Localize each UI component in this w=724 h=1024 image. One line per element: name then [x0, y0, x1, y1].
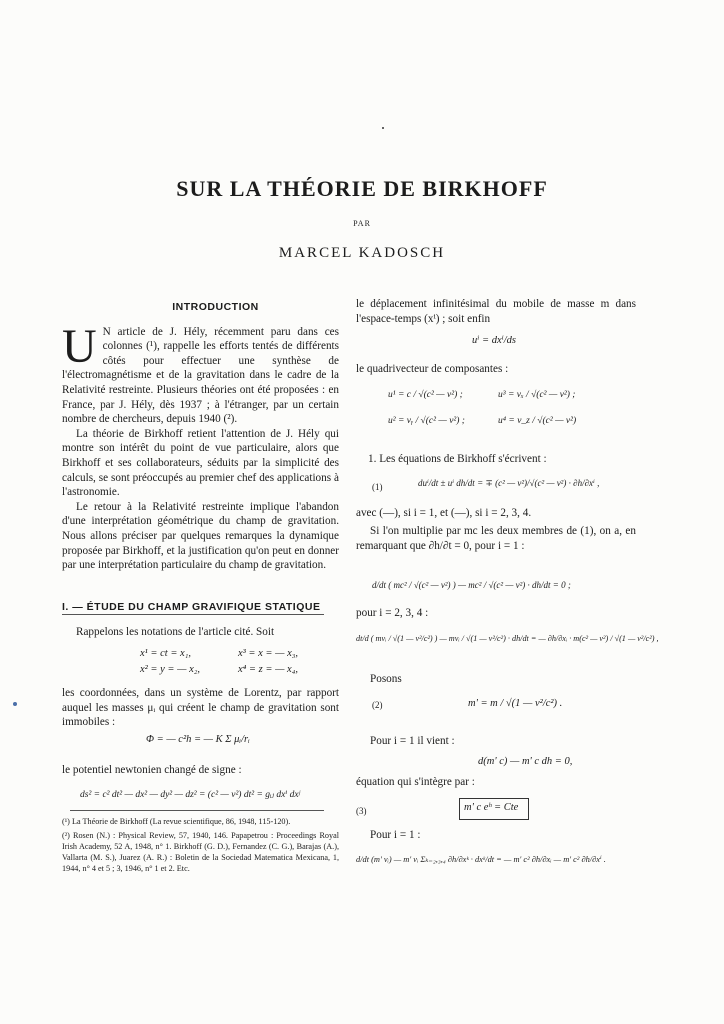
section-heading: I. — ÉTUDE DU CHAMP GRAVIFIQUE STATIQUE [62, 601, 321, 613]
section-p1-text: Rappelons les notations de l'article cité. Soit [76, 626, 275, 638]
margin-mark [13, 702, 17, 706]
eq-phi: Φ = — c²h = — K Σ μᵢ/rᵢ [146, 734, 250, 745]
eq-coords-2a: x² = y = — x₂, [140, 664, 201, 675]
intro-p1-text: N article de J. Hély, récemment paru dans ces colonnes (¹), rappelle les efforts tentés de différents côtés pour effectuer une synthèse de l'électromagnétisme et de la gravitation dans le cadre de la Relativité restreinte. Plusieurs théories ont été proposées : en France, par J. Hély, dès 1937 ; à l'étranger, par un certain nombre de chercheurs, depuis 1940 (²). [62, 325, 339, 426]
section-p3: le potentiel newtonien changé de signe : [62, 764, 242, 776]
eq-u2: u² = vᵧ / √(c² — v²) ; [388, 416, 465, 426]
author-name: MARCEL KADOSCH [278, 245, 446, 261]
eq6-number: (3) [356, 806, 367, 816]
intro-paragraph-2: La théorie de Birkhoff retient l'attention de J. Hély qui montre son intérêt du point de vue particulaire, alors que Birkhoff et ses collaborateurs, séduits par la simplicité des calculs, se sont préoccupés au premier chef des applications à l'astronomie. [62, 427, 339, 499]
eq-u3: u³ = vₓ / √(c² — v²) ; [498, 390, 576, 400]
eq-6: m' c eʰ = Cte [464, 802, 519, 813]
eq1-number: (1) [372, 482, 383, 492]
right-p10: Pour i = 1 : [370, 829, 421, 841]
eq-1: duⁱ/dt ± uⁱ dh/dt = ∓ (c² — v²)/√(c² — v²) · ∂h/∂xⁱ , [418, 478, 600, 488]
eq-coords-1b: x³ = x = — x₃, [238, 648, 299, 659]
right-p9: équation qui s'intègre par : [356, 776, 475, 788]
eq-ds: ds² = c² dt² — dx² — dy² — dz² = (c² — v²) dt² = gᵢⱼ dxⁱ dxʲ [80, 790, 301, 800]
right-p3: 1. Les équations de Birkhoff s'écrivent : [368, 453, 547, 465]
eq-7: d/dt (m' vᵢ) — m' vᵢ Σₖ₌₂,₃,₄ ∂h/∂xᵏ · dxᵏ/dt = — m' c² ∂h/∂xᵢ — m' c² ∂h/∂xⁱ . [356, 855, 606, 864]
intro-paragraph-1 [62, 319, 339, 427]
eq-coords-2b: x⁴ = z = — x₄, [238, 664, 298, 675]
eq-u4: u⁴ = v_z / √(c² — v²) [498, 416, 577, 426]
eq-3: dt/d ( mvᵢ / √(1 — v²/c²) ) — mvᵢ / √(1 — v²/c²) · dh/dt = — ∂h/∂xᵢ · m(c² — v²) / √(1 — v²/c²) , [356, 634, 659, 643]
eq-4: m' = m / √(1 — v²/c²) . [468, 698, 563, 709]
page-speck [382, 127, 384, 129]
paper-title: SUR LA THÉORIE DE BIRKHOFF [176, 176, 548, 201]
by-line: PAR [353, 219, 371, 228]
eq-u: uⁱ = dxⁱ/ds [472, 335, 516, 346]
right-p4: avec (—), si i = 1, et (—), si i = 2, 3, 4. [356, 507, 532, 519]
eq-coords-1a: x¹ = ct = x₁, [140, 648, 191, 659]
section-underline [62, 614, 324, 615]
right-p5: Si l'on multiplie par mc les deux membres de (1), on a, en remarquant que ∂h/∂t = 0, pour i = 1 : [356, 525, 636, 552]
eq-u1: u¹ = c / √(c² — v²) ; [388, 390, 463, 400]
right-p2: le quadrivecteur de composantes : [356, 363, 509, 375]
right-p6: pour i = 2, 3, 4 : [356, 607, 429, 619]
right-p8: Pour i = 1 il vient : [370, 735, 455, 747]
right-p1: le déplacement infinitésimal du mobile de masse m dans l'espace-temps (xⁱ) ; soit enfin [356, 298, 636, 325]
intro-paragraph-3: Le retour à la Relativité restreinte implique l'abandon d'une interprétation géométrique du champ de gravitation. Nous allons préciser par quelques remarques la dynamique proposée par Birkhoff, et la justification qu'on peut en donner par une interprétation particulaire du champ de gravitation. [62, 500, 339, 572]
eq-2: d/dt ( mc² / √(c² — v²) ) — mc² / √(c² — v²) · dh/dt = 0 ; [372, 580, 571, 590]
footnote-2: (²) Rosen (N.) : Physical Review, 57, 1940, 146. Papapetrou : Proceedings Royal Irish Academy, 52 A, 1948, n° 1. Birkhoff (G. D.), Fernandez (C. G.), Barajas (A.), Vallarta (M. S.), Juarez (A. R.) : Boletin de la Sociedad Matematica Mexicana, 1, 1944, n° 4 et 5 ; 3, 1946, n° 1 et 2. Etc. [62, 831, 339, 873]
section-p1 [62, 625, 339, 640]
eq-5: d(m' c) — m' c dh = 0, [478, 756, 573, 767]
eq4-number: (2) [372, 700, 383, 710]
right-p7: Posons [370, 673, 402, 685]
intro-heading: INTRODUCTION [172, 301, 259, 313]
footnote-1: (¹) La Théorie de Birkhoff (La revue scientifique, 86, 1948, 115-120). [62, 817, 291, 826]
left-column [62, 300, 339, 573]
footnote-rule [70, 810, 324, 811]
drop-cap: U [62, 319, 97, 373]
section-p2: les coordonnées, dans un système de Lorentz, par rapport auquel les masses μᵢ qui créent le champ de gravitation sont immobiles : [62, 687, 339, 729]
